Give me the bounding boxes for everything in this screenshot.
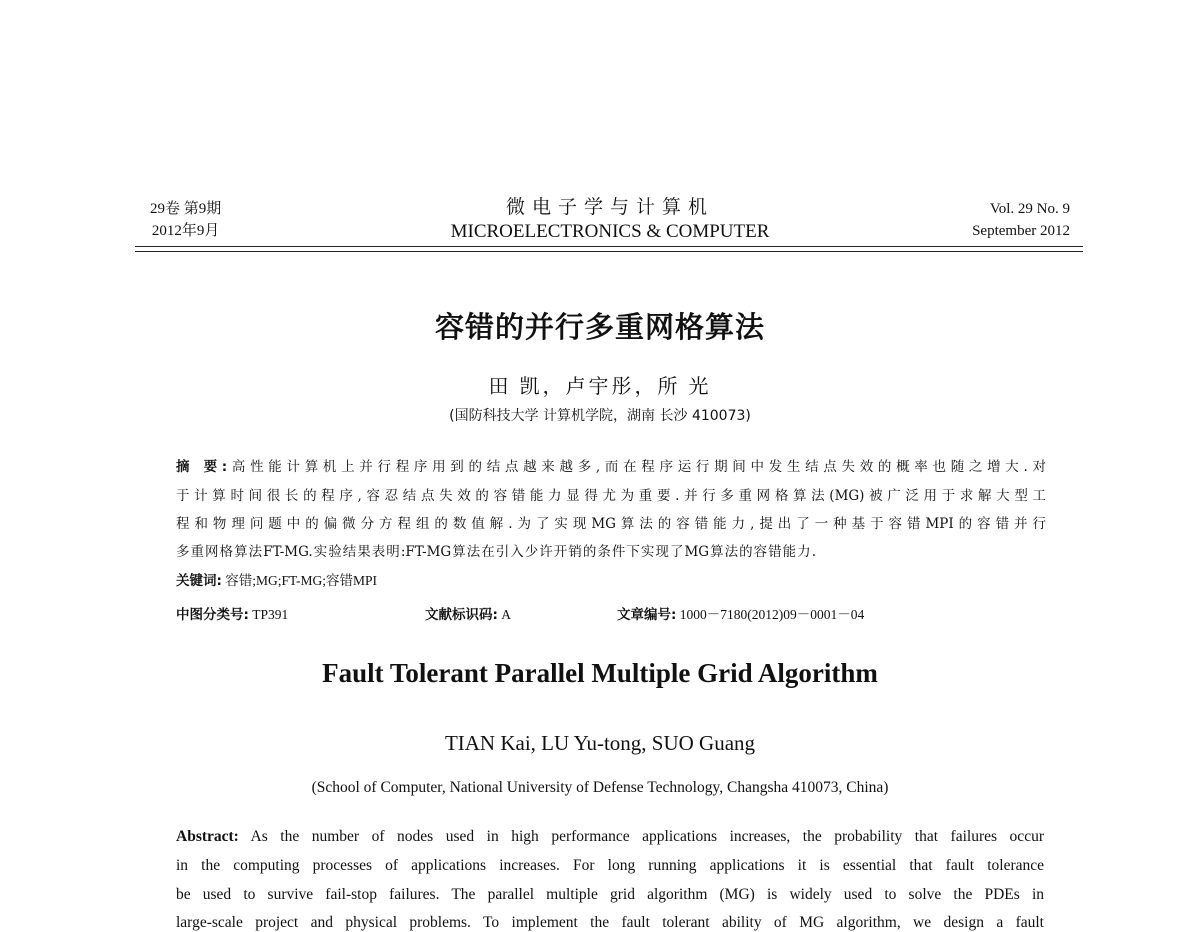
journal-name [400, 192, 820, 243]
abstract-zh-line: 于计算时间很长的程序,容忍结点失效的容错能力显得尤为重要.并行多重网格算法(MG)被广泛用于求解大型工 [176, 488, 1046, 504]
journal-name-zh: 微电子学与计算机 [505, 196, 714, 218]
article-number: 文章编号: 1000－7180(2012)09－0001－04 [617, 607, 865, 623]
affiliation-zh: (国防科技大学 计算机学院，湖南 长沙 410073) [449, 408, 751, 424]
date-line-zh: 2012年9月 [151, 223, 220, 239]
abstract-en-line: in the computing processes of applications increases. For long running applications it is essential that fault tolerance [176, 857, 1044, 874]
paper-title-zh: 容错的并行多重网格算法 [434, 310, 765, 344]
authors-zh: 田 凯，卢宇彤，所 光 [488, 376, 712, 398]
header-rule [135, 246, 1083, 247]
volume-line: 29卷 第9期 [150, 201, 222, 217]
volume-issue-en [930, 198, 1070, 242]
header-rule-2 [135, 251, 1083, 252]
affiliation-en: (School of Computer, National University of Defense Technology, Changsha 410073, China) [311, 779, 889, 796]
abstract-zh-label: 摘 要: [176, 459, 228, 475]
abstract-en-label: Abstract: [176, 828, 239, 845]
abstract-zh-line: 程和物理问题中的偏微分方程组的数值解.为了实现MG算法的容错能力,提出了一种基于容错MPI的容错并行 [176, 516, 1046, 532]
date-line-en: September 2012 [972, 223, 1070, 239]
abstract-en-line: Abstract: As the number of nodes used in high performance applications increases, the probability that failures occur [176, 828, 1044, 845]
paper-title-en: Fault Tolerant Parallel Multiple Grid Algorithm [322, 658, 878, 688]
abstract-zh-line: 摘 要:高性能计算机上并行程序用到的结点越来越多,而在程序运行期间中发生结点失效的概率也随之增大.对 [176, 459, 1046, 475]
volume-line-en: Vol. 29 No. 9 [989, 201, 1070, 217]
abstract-zh-line: 多重网格算法FT-MG.实验结果表明:FT-MG算法在引入少许开销的条件下实现了MG算法的容错能力. [176, 544, 816, 560]
volume-issue [150, 198, 221, 242]
journal-name-en: MICROELECTRONICS & COMPUTER [450, 221, 770, 242]
keywords-zh: 关键词: 容错;MG;FT-MG;容错MPI [176, 573, 378, 589]
authors-en: TIAN Kai, LU Yu-tong, SUO Guang [444, 731, 756, 755]
document-code: 文献标识码: A [425, 607, 512, 623]
abstract-en-line: large-scale project and physical problems. To implement the fault tolerant ability of MG algorithm, we design a fault [176, 914, 1044, 931]
clc-number: 中图分类号: TP391 [176, 607, 289, 623]
abstract-en-line: be used to survive fail-stop failures. The parallel multiple grid algorithm (MG) is widely used to solve the PDEs in [176, 886, 1044, 903]
